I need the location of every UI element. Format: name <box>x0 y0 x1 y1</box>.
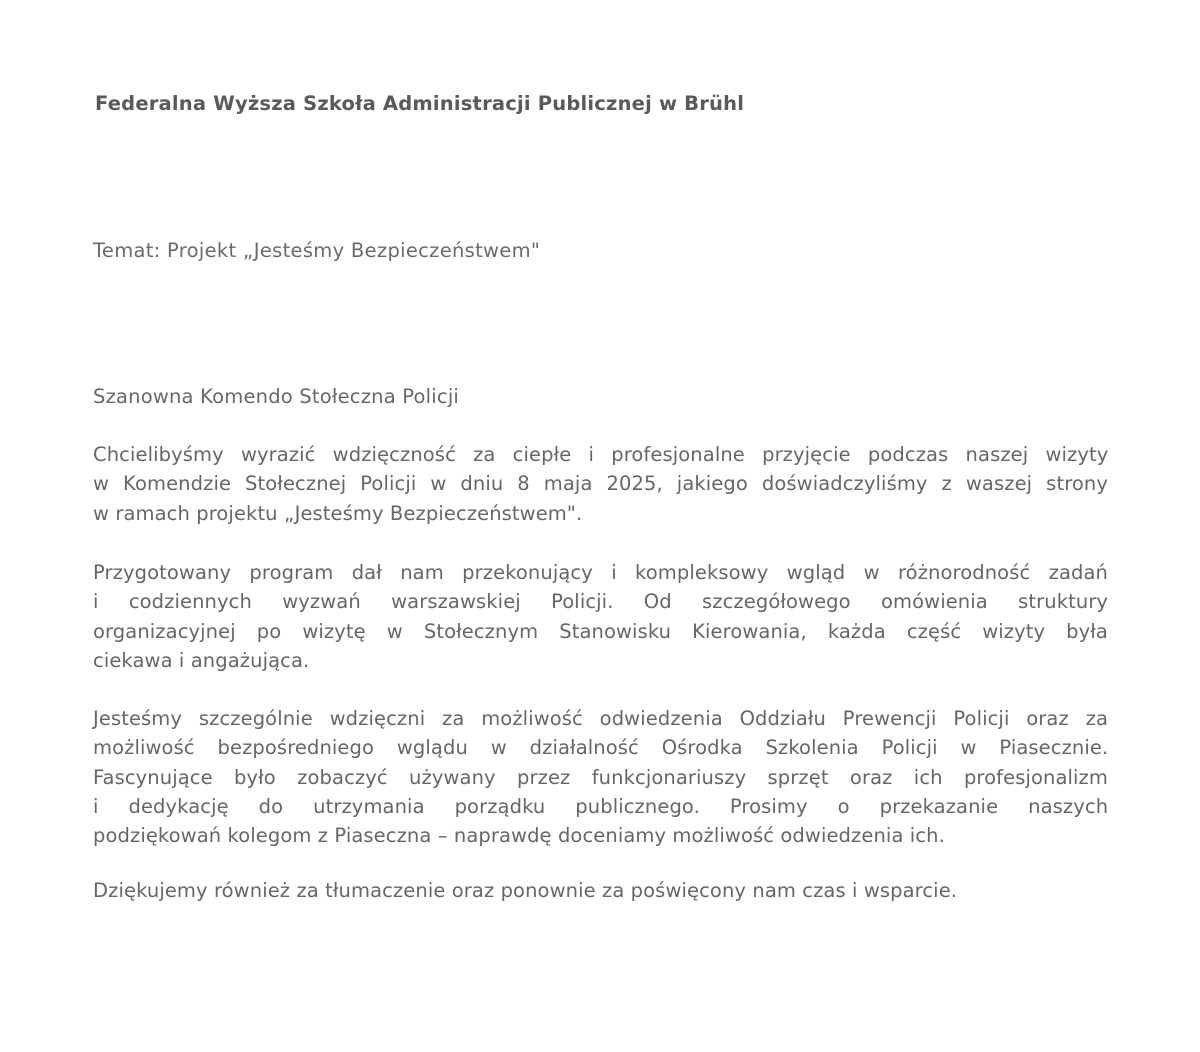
letter-subject: Temat: Projekt „Jesteśmy Bezpieczeństwem" <box>93 239 541 262</box>
paragraph-line: w ramach projektu „Jesteśmy Bezpieczeństwem". <box>93 501 583 525</box>
paragraph-line: i dedykację do utrzymania porządku publicznego. Prosimy o przekazanie naszych <box>93 794 1109 818</box>
paragraph-line: organizacyjnej po wizytę w Stołecznym Stanowisku Kierowania, każda część wizyty była <box>93 619 1108 643</box>
paragraph-line: Dziękujemy również za tłumaczenie oraz ponownie za poświęcony nam czas i wsparcie. <box>93 879 958 902</box>
paragraph-line: Chcielibyśmy wyrazić wdzięczność za ciepłe i profesjonalne przyjęcie podczas naszej wizyty <box>93 443 1109 466</box>
paragraph-closing-thanks <box>93 876 1108 905</box>
paragraph-line: Przygotowany program dał nam przekonujący i kompleksowy wgląd w różnorodność zadań <box>93 561 1108 584</box>
paragraph-line: podziękowań kolegom z Piaseczna – naprawdę doceniamy możliwość odwiedzenia ich. <box>93 824 945 848</box>
paragraph-program <box>93 558 1108 675</box>
paragraph-line: możliwość bezpośredniego wglądu w działalność Ośrodka Szkolenia Policji w Piasecznie. <box>93 736 1109 760</box>
paragraph-line: Jesteśmy szczególnie wdzięczni za możliwość odwiedzenia Oddziału Prewencji Policji oraz za <box>93 707 1108 730</box>
paragraph-line: w Komendzie Stołecznej Policji w dniu 8 maja 2025, jakiego doświadczyliśmy z waszej strony <box>93 472 1109 496</box>
paragraph-line: Fascynujące było zobaczyć używany przez funkcjonariuszy sprzęt oraz ich profesjonalizm <box>93 765 1108 789</box>
paragraph-prevention-unit <box>93 704 1108 850</box>
institution-heading: Federalna Wyższa Szkoła Administracji Publicznej w Brühl <box>95 92 745 115</box>
paragraph-gratitude <box>93 440 1108 528</box>
letter-salutation: Szanowna Komendo Stołeczna Policji <box>93 385 460 408</box>
paragraph-line: i codziennych wyzwań warszawskiej Policji. Od szczegółowego omówienia struktury <box>93 590 1109 614</box>
paragraph-line: ciekawa i angażująca. <box>93 648 310 672</box>
